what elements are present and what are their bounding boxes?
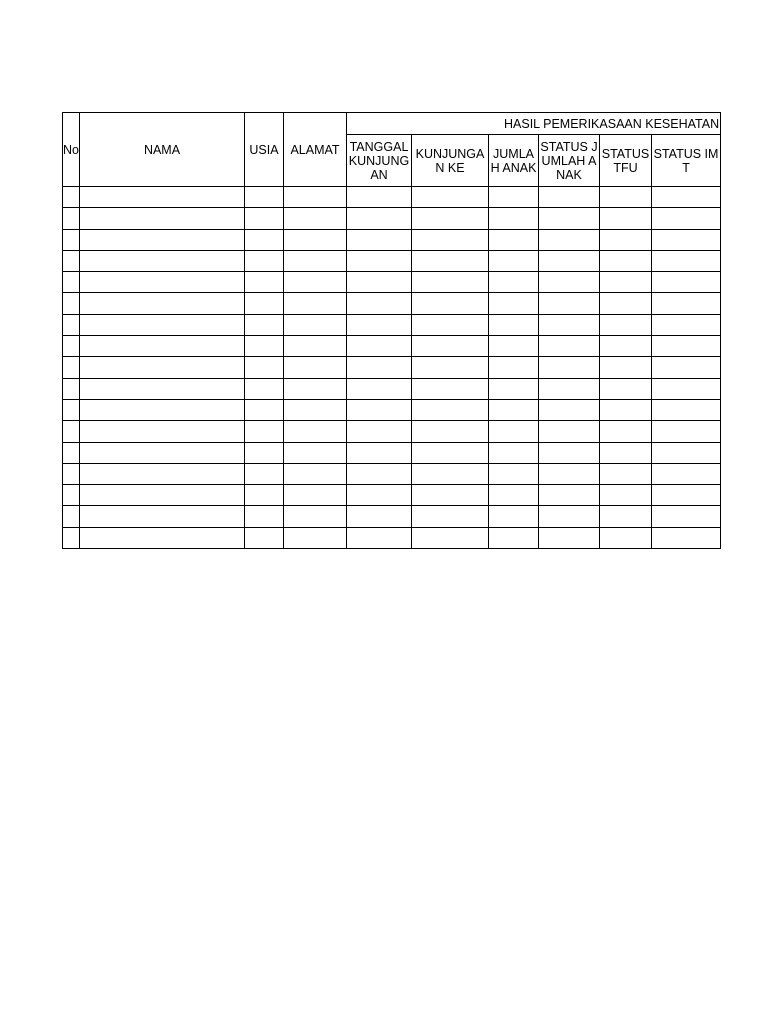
health-check-table bbox=[62, 112, 721, 549]
cell-no[interactable] bbox=[63, 399, 80, 420]
table-row bbox=[63, 463, 721, 484]
cell-kunjungan-ke[interactable] bbox=[412, 378, 489, 399]
cell-usia[interactable] bbox=[245, 463, 284, 484]
cell-status-jumlah-anak[interactable] bbox=[539, 399, 600, 420]
cell-nama[interactable] bbox=[80, 527, 245, 548]
cell-jumlah-anak[interactable] bbox=[489, 357, 539, 378]
cell-jumlah-anak[interactable] bbox=[489, 187, 539, 208]
cell-usia[interactable] bbox=[245, 442, 284, 463]
cell-status-jumlah-anak[interactable] bbox=[539, 357, 600, 378]
cell-kunjungan-ke[interactable] bbox=[412, 357, 489, 378]
cell-alamat[interactable] bbox=[284, 314, 347, 335]
cell-status-imt[interactable] bbox=[652, 357, 721, 378]
cell-tanggal-kunjungan[interactable] bbox=[347, 357, 412, 378]
cell-jumlah-anak[interactable] bbox=[489, 293, 539, 314]
cell-usia[interactable] bbox=[245, 357, 284, 378]
table-row bbox=[63, 208, 721, 229]
cell-status-imt[interactable] bbox=[652, 250, 721, 271]
cell-jumlah-anak[interactable] bbox=[489, 208, 539, 229]
cell-no[interactable] bbox=[63, 229, 80, 250]
cell-status-imt[interactable] bbox=[652, 399, 721, 420]
cell-status-jumlah-anak[interactable] bbox=[539, 527, 600, 548]
cell-status-jumlah-anak[interactable] bbox=[539, 485, 600, 506]
cell-tanggal-kunjungan[interactable] bbox=[347, 399, 412, 420]
cell-kunjungan-ke[interactable] bbox=[412, 208, 489, 229]
cell-status-jumlah-anak[interactable] bbox=[539, 229, 600, 250]
header-kunjungan-ke: KUNJUNGAN KE bbox=[412, 135, 489, 187]
cell-status-jumlah-anak[interactable] bbox=[539, 463, 600, 484]
table-row bbox=[63, 229, 721, 250]
cell-alamat[interactable] bbox=[284, 336, 347, 357]
cell-status-jumlah-anak[interactable] bbox=[539, 250, 600, 271]
cell-nama[interactable] bbox=[80, 250, 245, 271]
cell-status-jumlah-anak[interactable] bbox=[539, 442, 600, 463]
cell-nama[interactable] bbox=[80, 336, 245, 357]
cell-alamat[interactable] bbox=[284, 208, 347, 229]
cell-nama[interactable] bbox=[80, 378, 245, 399]
cell-nama[interactable] bbox=[80, 421, 245, 442]
cell-status-tfu[interactable] bbox=[600, 485, 652, 506]
cell-nama[interactable] bbox=[80, 442, 245, 463]
table-row bbox=[63, 314, 721, 335]
cell-nama[interactable] bbox=[80, 314, 245, 335]
cell-tanggal-kunjungan[interactable] bbox=[347, 314, 412, 335]
cell-tanggal-kunjungan[interactable] bbox=[347, 378, 412, 399]
cell-jumlah-anak[interactable] bbox=[489, 272, 539, 293]
cell-alamat[interactable] bbox=[284, 187, 347, 208]
cell-status-imt[interactable] bbox=[652, 421, 721, 442]
cell-alamat[interactable] bbox=[284, 272, 347, 293]
cell-status-tfu[interactable] bbox=[600, 208, 652, 229]
cell-no[interactable] bbox=[63, 293, 80, 314]
cell-nama[interactable] bbox=[80, 293, 245, 314]
cell-alamat[interactable] bbox=[284, 250, 347, 271]
cell-no[interactable] bbox=[63, 421, 80, 442]
table-row bbox=[63, 336, 721, 357]
cell-tanggal-kunjungan[interactable] bbox=[347, 506, 412, 527]
cell-status-tfu[interactable] bbox=[600, 187, 652, 208]
cell-status-jumlah-anak[interactable] bbox=[539, 314, 600, 335]
cell-status-imt[interactable] bbox=[652, 336, 721, 357]
table-row bbox=[63, 527, 721, 548]
cell-no[interactable] bbox=[63, 336, 80, 357]
cell-kunjungan-ke[interactable] bbox=[412, 250, 489, 271]
cell-status-jumlah-anak[interactable] bbox=[539, 187, 600, 208]
cell-status-imt[interactable] bbox=[652, 229, 721, 250]
header-tanggal-kunjungan: TANGGAL KUNJUNGAN bbox=[347, 135, 412, 187]
cell-tanggal-kunjungan[interactable] bbox=[347, 208, 412, 229]
cell-tanggal-kunjungan[interactable] bbox=[347, 485, 412, 506]
cell-usia[interactable] bbox=[245, 378, 284, 399]
cell-nama[interactable] bbox=[80, 463, 245, 484]
cell-kunjungan-ke[interactable] bbox=[412, 463, 489, 484]
cell-status-imt[interactable] bbox=[652, 506, 721, 527]
header-jumlah-anak: JUMLAH ANAK bbox=[489, 135, 539, 187]
cell-alamat[interactable] bbox=[284, 442, 347, 463]
cell-usia[interactable] bbox=[245, 229, 284, 250]
cell-jumlah-anak[interactable] bbox=[489, 250, 539, 271]
cell-tanggal-kunjungan[interactable] bbox=[347, 229, 412, 250]
table-row bbox=[63, 399, 721, 420]
header-status-imt: STATUS IMT bbox=[652, 135, 721, 187]
cell-no[interactable] bbox=[63, 187, 80, 208]
cell-alamat[interactable] bbox=[284, 229, 347, 250]
cell-no[interactable] bbox=[63, 527, 80, 548]
cell-alamat[interactable] bbox=[284, 293, 347, 314]
table-row bbox=[63, 293, 721, 314]
cell-no[interactable] bbox=[63, 357, 80, 378]
cell-usia[interactable] bbox=[245, 485, 284, 506]
header-usia: USIA bbox=[245, 113, 284, 187]
cell-status-jumlah-anak[interactable] bbox=[539, 272, 600, 293]
cell-usia[interactable] bbox=[245, 421, 284, 442]
cell-usia[interactable] bbox=[245, 208, 284, 229]
cell-kunjungan-ke[interactable] bbox=[412, 527, 489, 548]
cell-status-jumlah-anak[interactable] bbox=[539, 421, 600, 442]
cell-status-jumlah-anak[interactable] bbox=[539, 336, 600, 357]
cell-nama[interactable] bbox=[80, 506, 245, 527]
cell-kunjungan-ke[interactable] bbox=[412, 442, 489, 463]
cell-status-imt[interactable] bbox=[652, 378, 721, 399]
cell-tanggal-kunjungan[interactable] bbox=[347, 336, 412, 357]
cell-no[interactable] bbox=[63, 378, 80, 399]
header-status-tfu: STATUS TFU bbox=[600, 135, 652, 187]
header-no: No bbox=[63, 113, 80, 187]
cell-status-tfu[interactable] bbox=[600, 229, 652, 250]
cell-kunjungan-ke[interactable] bbox=[412, 506, 489, 527]
cell-no[interactable] bbox=[63, 272, 80, 293]
cell-jumlah-anak[interactable] bbox=[489, 485, 539, 506]
cell-tanggal-kunjungan[interactable] bbox=[347, 250, 412, 271]
cell-status-imt[interactable] bbox=[652, 527, 721, 548]
cell-jumlah-anak[interactable] bbox=[489, 463, 539, 484]
cell-jumlah-anak[interactable] bbox=[489, 442, 539, 463]
cell-kunjungan-ke[interactable] bbox=[412, 336, 489, 357]
table-row bbox=[63, 187, 721, 208]
cell-no[interactable] bbox=[63, 506, 80, 527]
table-row bbox=[63, 442, 721, 463]
cell-tanggal-kunjungan[interactable] bbox=[347, 293, 412, 314]
cell-status-imt[interactable] bbox=[652, 442, 721, 463]
cell-kunjungan-ke[interactable] bbox=[412, 229, 489, 250]
cell-nama[interactable] bbox=[80, 399, 245, 420]
cell-status-tfu[interactable] bbox=[600, 506, 652, 527]
cell-nama[interactable] bbox=[80, 272, 245, 293]
cell-alamat[interactable] bbox=[284, 527, 347, 548]
cell-kunjungan-ke[interactable] bbox=[412, 272, 489, 293]
table-row bbox=[63, 421, 721, 442]
cell-kunjungan-ke[interactable] bbox=[412, 485, 489, 506]
cell-tanggal-kunjungan[interactable] bbox=[347, 442, 412, 463]
cell-usia[interactable] bbox=[245, 506, 284, 527]
cell-status-tfu[interactable] bbox=[600, 314, 652, 335]
cell-jumlah-anak[interactable] bbox=[489, 399, 539, 420]
table-row bbox=[63, 250, 721, 271]
cell-status-imt[interactable] bbox=[652, 463, 721, 484]
cell-no[interactable] bbox=[63, 485, 80, 506]
cell-status-tfu[interactable] bbox=[600, 336, 652, 357]
cell-usia[interactable] bbox=[245, 336, 284, 357]
cell-status-tfu[interactable] bbox=[600, 442, 652, 463]
cell-kunjungan-ke[interactable] bbox=[412, 421, 489, 442]
table-row bbox=[63, 485, 721, 506]
cell-kunjungan-ke[interactable] bbox=[412, 399, 489, 420]
cell-nama[interactable] bbox=[80, 229, 245, 250]
cell-jumlah-anak[interactable] bbox=[489, 378, 539, 399]
cell-no[interactable] bbox=[63, 442, 80, 463]
cell-usia[interactable] bbox=[245, 314, 284, 335]
cell-status-jumlah-anak[interactable] bbox=[539, 293, 600, 314]
cell-kunjungan-ke[interactable] bbox=[412, 314, 489, 335]
cell-jumlah-anak[interactable] bbox=[489, 421, 539, 442]
cell-status-imt[interactable] bbox=[652, 208, 721, 229]
cell-no[interactable] bbox=[63, 208, 80, 229]
cell-nama[interactable] bbox=[80, 187, 245, 208]
cell-alamat[interactable] bbox=[284, 485, 347, 506]
header-nama: NAMA bbox=[80, 113, 245, 187]
cell-tanggal-kunjungan[interactable] bbox=[347, 421, 412, 442]
cell-jumlah-anak[interactable] bbox=[489, 314, 539, 335]
cell-tanggal-kunjungan[interactable] bbox=[347, 527, 412, 548]
cell-status-tfu[interactable] bbox=[600, 357, 652, 378]
cell-status-imt[interactable] bbox=[652, 485, 721, 506]
header-group-hasil bbox=[347, 113, 721, 135]
cell-usia[interactable] bbox=[245, 187, 284, 208]
cell-status-tfu[interactable] bbox=[600, 293, 652, 314]
cell-usia[interactable] bbox=[245, 527, 284, 548]
cell-status-tfu[interactable] bbox=[600, 272, 652, 293]
cell-alamat[interactable] bbox=[284, 463, 347, 484]
cell-tanggal-kunjungan[interactable] bbox=[347, 463, 412, 484]
header-alamat: ALAMAT bbox=[284, 113, 347, 187]
cell-usia[interactable] bbox=[245, 250, 284, 271]
cell-status-tfu[interactable] bbox=[600, 527, 652, 548]
cell-usia[interactable] bbox=[245, 293, 284, 314]
cell-status-jumlah-anak[interactable] bbox=[539, 506, 600, 527]
cell-no[interactable] bbox=[63, 250, 80, 271]
spreadsheet-table-viewport bbox=[62, 112, 720, 549]
table-row bbox=[63, 378, 721, 399]
table-row bbox=[63, 272, 721, 293]
cell-nama[interactable] bbox=[80, 485, 245, 506]
cell-no[interactable] bbox=[63, 314, 80, 335]
header-group-label: HASIL PEMERIKASAAN KESEHATAN bbox=[504, 116, 720, 131]
cell-jumlah-anak[interactable] bbox=[489, 506, 539, 527]
cell-jumlah-anak[interactable] bbox=[489, 229, 539, 250]
cell-alamat[interactable] bbox=[284, 357, 347, 378]
cell-alamat[interactable] bbox=[284, 506, 347, 527]
cell-jumlah-anak[interactable] bbox=[489, 336, 539, 357]
cell-no[interactable] bbox=[63, 463, 80, 484]
cell-status-imt[interactable] bbox=[652, 293, 721, 314]
cell-tanggal-kunjungan[interactable] bbox=[347, 187, 412, 208]
cell-usia[interactable] bbox=[245, 399, 284, 420]
cell-alamat[interactable] bbox=[284, 421, 347, 442]
cell-status-imt[interactable] bbox=[652, 187, 721, 208]
cell-status-imt[interactable] bbox=[652, 314, 721, 335]
cell-jumlah-anak[interactable] bbox=[489, 527, 539, 548]
cell-status-tfu[interactable] bbox=[600, 463, 652, 484]
table-row bbox=[63, 357, 721, 378]
cell-status-tfu[interactable] bbox=[600, 399, 652, 420]
cell-alamat[interactable] bbox=[284, 399, 347, 420]
cell-status-tfu[interactable] bbox=[600, 421, 652, 442]
cell-kunjungan-ke[interactable] bbox=[412, 187, 489, 208]
table-row bbox=[63, 506, 721, 527]
cell-usia[interactable] bbox=[245, 272, 284, 293]
cell-nama[interactable] bbox=[80, 208, 245, 229]
cell-nama[interactable] bbox=[80, 357, 245, 378]
cell-status-imt[interactable] bbox=[652, 272, 721, 293]
cell-alamat[interactable] bbox=[284, 378, 347, 399]
cell-status-jumlah-anak[interactable] bbox=[539, 208, 600, 229]
cell-tanggal-kunjungan[interactable] bbox=[347, 272, 412, 293]
cell-status-tfu[interactable] bbox=[600, 250, 652, 271]
header-row-top bbox=[63, 113, 721, 135]
cell-status-jumlah-anak[interactable] bbox=[539, 378, 600, 399]
header-status-jumlah-anak: STATUS JUMLAH ANAK bbox=[539, 135, 600, 187]
cell-kunjungan-ke[interactable] bbox=[412, 293, 489, 314]
cell-status-tfu[interactable] bbox=[600, 378, 652, 399]
